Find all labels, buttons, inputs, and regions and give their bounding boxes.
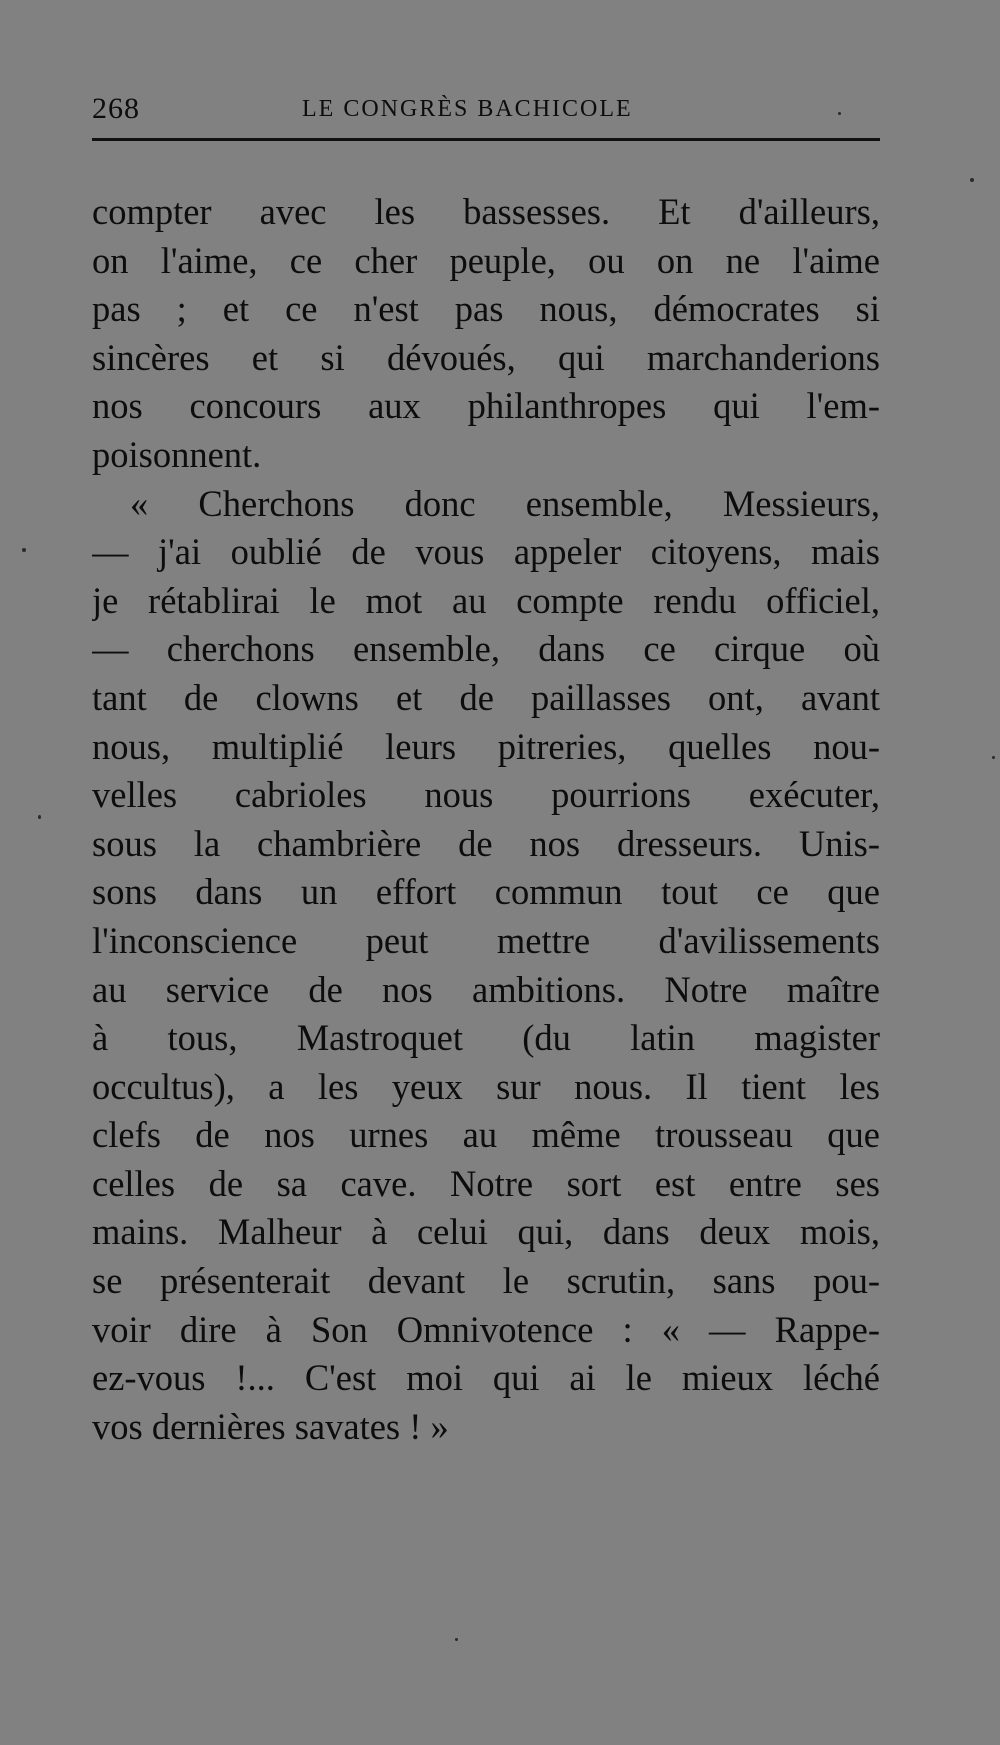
text-line: on l'aime, ce cher peuple, ou on ne l'aime: [92, 239, 880, 281]
scan-speck: [992, 756, 995, 759]
scan-speck: [838, 112, 841, 115]
text-line: sous la chambrière de nos dresseurs. Unis-: [92, 822, 880, 864]
page-number: 268: [92, 92, 140, 125]
text-line: se présenterait devant le scrutin, sans pou-: [92, 1260, 880, 1302]
text-line: pas ; et ce n'est pas nous, démocrates si: [92, 288, 880, 330]
body-text: [92, 188, 880, 1451]
scan-speck: [38, 815, 41, 819]
scan-speck: [22, 548, 26, 552]
text-line: à tous, Mastroquet (du latin magister: [92, 1017, 880, 1059]
text-line: occultus), a les yeux sur nous. Il tient les: [92, 1065, 880, 1107]
text-line: — cherchons ensemble, dans ce cirque où: [92, 628, 880, 670]
text-line: tant de clowns et de paillasses ont, avant: [92, 676, 880, 718]
text-line: celles de sa cave. Notre sort est entre ses: [92, 1162, 880, 1204]
paragraph-1: [92, 188, 880, 480]
text-line: velles cabrioles nous pourrions exécuter,: [92, 774, 880, 816]
text-line: vos dernières savates ! »: [92, 1405, 449, 1447]
text-line: sons dans un effort commun tout ce que: [92, 871, 880, 913]
text-line: l'inconscience peut mettre d'avilissements: [92, 919, 880, 961]
text-line: ez-vous !... C'est moi qui ai le mieux léché: [92, 1357, 880, 1399]
text-line: je rétablirai le mot au compte rendu officiel,: [92, 579, 880, 621]
text-line: mains. Malheur à celui qui, dans deux mois,: [92, 1211, 880, 1253]
text-line: sincères et si dévoués, qui marchanderions: [92, 336, 880, 378]
text-line: au service de nos ambitions. Notre maître: [92, 968, 880, 1010]
text-line: clefs de nos urnes au même trousseau que: [92, 1114, 880, 1156]
paragraph-2: [92, 480, 880, 1452]
text-line: poisonnent.: [92, 433, 262, 475]
header-rule: [92, 138, 880, 141]
scan-speck: [455, 1638, 458, 1641]
running-head: [92, 92, 880, 132]
text-line: nos concours aux philanthropes qui l'em-: [92, 385, 880, 427]
text-line: « Cherchons donc ensemble, Messieurs,: [130, 482, 880, 524]
running-title: LE CONGRÈS BACHICOLE: [302, 96, 633, 122]
text-line: voir dire à Son Omnivotence : « — Rappe-: [92, 1308, 880, 1350]
scan-speck: [970, 178, 974, 182]
text-line: — j'ai oublié de vous appeler citoyens, mais: [92, 531, 880, 573]
text-line: nous, multiplié leurs pitreries, quelles nou-: [92, 725, 880, 767]
text-line: compter avec les bassesses. Et d'ailleurs,: [92, 191, 880, 232]
